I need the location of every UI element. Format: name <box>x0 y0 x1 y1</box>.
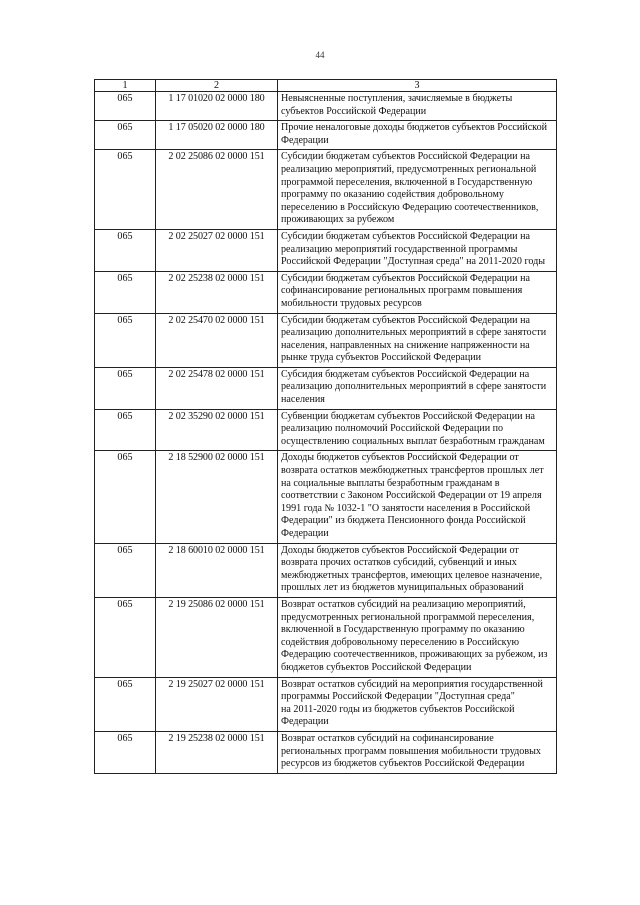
budget-codes-table <box>94 79 557 774</box>
description-line: Субсидии бюджетам субъектов Российской Федерации на <box>281 151 530 163</box>
administrator-code-cell: 065 <box>95 543 156 597</box>
table-header-row <box>95 80 557 92</box>
description-line: Возврат остатков субсидий на мероприятия государственной <box>281 678 543 690</box>
table-body <box>95 92 557 774</box>
description-line: ресурсов из бюджетов субъектов Российской Федерации <box>281 758 525 770</box>
description-line: содействия добровольному переселению в Российскую <box>281 636 520 648</box>
table-row <box>95 409 557 451</box>
revenue-code-cell: 2 18 52900 02 0000 151 <box>156 451 278 543</box>
revenue-code-cell: 2 19 25086 02 0000 151 <box>156 597 278 677</box>
description-line: Возврат остатков субсидий на реализацию мероприятий, <box>281 598 526 610</box>
table-row <box>95 313 557 367</box>
revenue-code-cell: 2 02 25478 02 0000 151 <box>156 367 278 409</box>
description-line: мобильности трудовых ресурсов <box>281 297 422 309</box>
description-line: включенной в Государственную программу по оказанию <box>281 624 525 636</box>
administrator-code-cell: 065 <box>95 121 156 150</box>
administrator-code-cell: 065 <box>95 271 156 313</box>
table-row <box>95 597 557 677</box>
description-line: 1991 года № 1032-1 "О занятости населения в Российской <box>281 502 531 514</box>
revenue-description-cell <box>278 150 557 230</box>
table-row <box>95 367 557 409</box>
description-line: Субсидии бюджетам субъектов Российской Федерации на <box>281 314 530 326</box>
description-line: программу по оказанию содействия добровольному <box>281 189 504 201</box>
description-line: межбюджетных трансфертов, имеющих целевое назначение, <box>281 569 543 581</box>
administrator-code-cell: 065 <box>95 229 156 271</box>
description-line: субъектов Российской Федерации <box>281 105 427 117</box>
description-line: Субсидия бюджетам субъектов Российской Федерации на <box>281 368 530 380</box>
revenue-code-cell: 2 18 60010 02 0000 151 <box>156 543 278 597</box>
table-row <box>95 150 557 230</box>
description-line: Российской Федерации "Доступная среда" на 2011-2020 годы <box>281 256 546 268</box>
table-row <box>95 92 557 121</box>
description-line: Субсидии бюджетам субъектов Российской Федерации на <box>281 230 530 242</box>
revenue-description-cell <box>278 451 557 543</box>
description-line: реализацию полномочий Российской Федерации по <box>281 423 504 435</box>
description-line: софинансирование региональных программ повышения <box>281 285 523 297</box>
revenue-description-cell <box>278 543 557 597</box>
administrator-code-cell: 065 <box>95 451 156 543</box>
description-line: Невыясненные поступления, зачисляемые в бюджеты <box>281 93 513 104</box>
description-line: Доходы бюджетов субъектов Российской Федерации от <box>281 452 519 464</box>
column-header-1: 1 <box>95 80 156 92</box>
description-line: возврата прочих остатков субсидий, субвенций и иных <box>281 557 517 569</box>
administrator-code-cell: 065 <box>95 313 156 367</box>
administrator-code-cell: 065 <box>95 597 156 677</box>
revenue-description-cell <box>278 597 557 677</box>
description-line: Прочие неналоговые доходы бюджетов субъектов Российской <box>281 122 548 134</box>
revenue-code-cell: 1 17 05020 02 0000 180 <box>156 121 278 150</box>
table-row <box>95 543 557 597</box>
revenue-description-cell <box>278 271 557 313</box>
administrator-code-cell: 065 <box>95 731 156 773</box>
description-line: бюджетов субъектов Российской Федерации <box>281 661 472 673</box>
revenue-description-cell <box>278 409 557 451</box>
description-line: Субсидии бюджетам субъектов Российской Федерации на <box>281 272 530 284</box>
description-line: осуществлению социальных выплат безработным гражданам <box>281 435 545 447</box>
description-line: проживающих за рубежом <box>281 214 395 226</box>
revenue-code-cell: 2 02 25027 02 0000 151 <box>156 229 278 271</box>
description-line: программой переселения, включенной в Государственную <box>281 176 533 188</box>
revenue-code-cell: 2 02 35290 02 0000 151 <box>156 409 278 451</box>
description-line: на 2011-2020 годы из бюджетов субъектов Российской <box>281 703 515 715</box>
description-line: соответствии с Законом Российской Федерации от 19 апреля <box>281 490 542 502</box>
revenue-code-cell: 2 19 25238 02 0000 151 <box>156 731 278 773</box>
administrator-code-cell: 065 <box>95 677 156 731</box>
description-line: Федерации" из бюджета Пенсионного фонда Российской <box>281 515 526 527</box>
administrator-code-cell: 065 <box>95 92 156 121</box>
table-row <box>95 451 557 543</box>
description-line: Федерации <box>281 134 329 146</box>
revenue-code-cell: 2 02 25470 02 0000 151 <box>156 313 278 367</box>
description-line: реализацию дополнительных мероприятий в сфере занятости <box>281 327 547 339</box>
revenue-code-cell: 2 19 25027 02 0000 151 <box>156 677 278 731</box>
table-row <box>95 677 557 731</box>
administrator-code-cell: 065 <box>95 367 156 409</box>
revenue-description-cell <box>278 731 557 773</box>
revenue-description-cell <box>278 92 557 121</box>
description-line: предусмотренных региональной программой переселения, <box>281 611 535 623</box>
table-row <box>95 731 557 773</box>
table-row <box>95 121 557 150</box>
description-line: рынке труда субъектов Российской Федерации <box>281 352 482 364</box>
revenue-description-cell <box>278 229 557 271</box>
description-line: Федерацию соотечественников, проживающих за рубежом, из <box>281 649 548 661</box>
description-line: реализацию мероприятий, предусмотренных региональной <box>281 163 537 175</box>
table-row <box>95 229 557 271</box>
description-line: населения <box>281 394 325 406</box>
revenue-code-cell: 2 02 25238 02 0000 151 <box>156 271 278 313</box>
description-line: населения, направленных на снижение напряженности на <box>281 339 530 351</box>
revenue-description-cell <box>278 313 557 367</box>
revenue-code-cell: 2 02 25086 02 0000 151 <box>156 150 278 230</box>
description-line: Федерации <box>281 528 329 539</box>
revenue-description-cell <box>278 121 557 150</box>
description-line: Доходы бюджетов субъектов Российской Федерации от <box>281 544 519 556</box>
administrator-code-cell: 065 <box>95 150 156 230</box>
description-line: на социальные выплаты безработным гражданам в <box>281 477 500 489</box>
description-line: реализацию мероприятий государственной программы <box>281 243 518 255</box>
revenue-description-cell <box>278 367 557 409</box>
description-line: Субвенции бюджетам субъектов Российской Федерации на <box>281 410 535 422</box>
description-line: прошлых лет из бюджетов муниципальных образований <box>281 582 524 594</box>
description-line: реализацию дополнительных мероприятий в сфере занятости <box>281 381 547 393</box>
table-row <box>95 271 557 313</box>
administrator-code-cell: 065 <box>95 409 156 451</box>
description-line: Возврат остатков субсидий на софинансирование <box>281 732 494 744</box>
revenue-description-cell <box>278 677 557 731</box>
description-line: Федерации <box>281 716 329 728</box>
description-line: возврата остатков межбюджетных трансфертов прошлых лет <box>281 465 544 477</box>
description-line: программы Российской Федерации "Доступная среда" <box>281 691 515 703</box>
description-line: региональных программ повышения мобильности трудовых <box>281 745 541 757</box>
revenue-code-cell: 1 17 01020 02 0000 180 <box>156 92 278 121</box>
column-header-3: 3 <box>278 80 557 92</box>
page-number: 44 <box>315 50 325 60</box>
column-header-2: 2 <box>156 80 278 92</box>
description-line: переселению в Российскую Федерацию соотечественников, <box>281 201 539 213</box>
